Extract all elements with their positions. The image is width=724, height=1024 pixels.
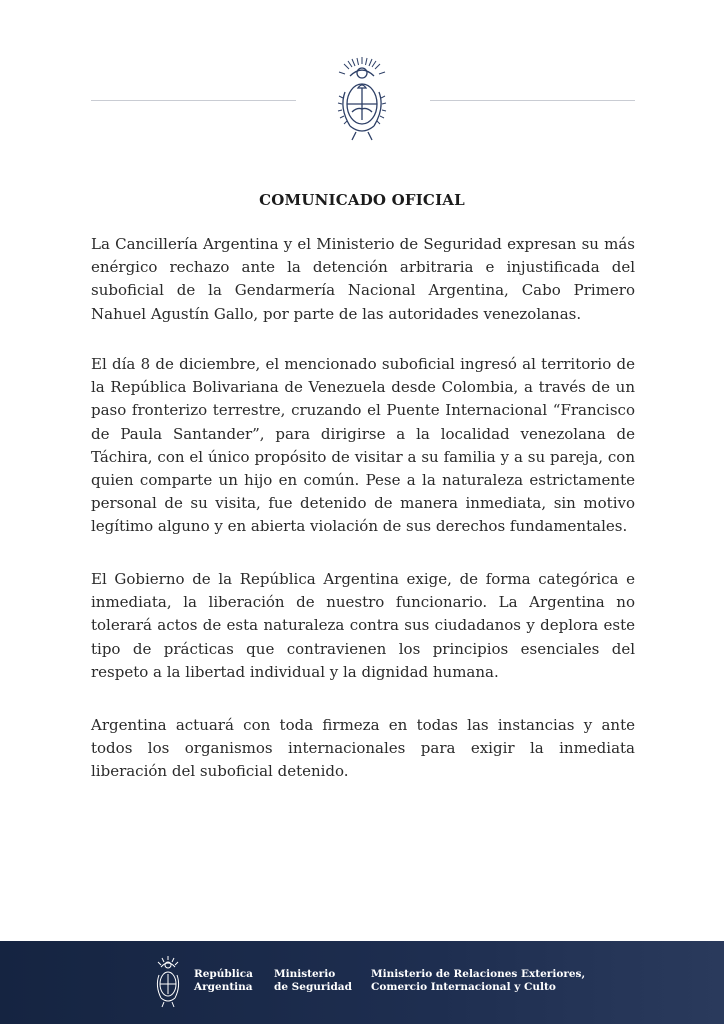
footer-ministerio-relaciones-exteriores <box>371 968 585 994</box>
paragraph-3: El Gobierno de la República Argentina exige, de forma categórica e inmediata, la liberación de nuestro funcionario. La Argentina no tolerará actos de esta naturaleza contra sus ciudadanos y deplora este tipo de prácticas que contravienen los principios esenciales del respeto a la libertad individual y la dignidad humana. <box>91 570 635 681</box>
footer-band <box>0 941 724 1024</box>
paragraph-1: La Cancillería Argentina y el Ministerio de Seguridad expresan su más enérgico rechazo ante la detención arbitraria e injustificada del suboficial de la Gendarmería Nacional Argentina, Cabo Primero Nahuel Agustín Gallo, por parte de las autoridades venezolanas. <box>91 235 635 323</box>
footer-coat-of-arms-icon <box>153 955 183 1009</box>
footer-republica-line2: Argentina <box>194 981 253 993</box>
coat-of-arms-icon <box>330 54 394 146</box>
footer-relaciones-line1: Ministerio de Relaciones Exteriores, <box>371 968 586 980</box>
letterhead <box>0 0 724 160</box>
paragraph-2: El día 8 de diciembre, el mencionado suboficial ingresó al territorio de la República Bolivariana de Venezuela desde Colombia, a través de un paso fronterizo terrestre, cruzando el Puente Internacional “Francisco de Paula Santander”, para dirigirse a la localidad venezolana de Táchira, con el único propósito de visitar a su familia y a su pareja, con quien comparte un hijo en común. Pese a la naturaleza estrictamente personal de su visita, fue detenido de manera inmediata, sin motivo legítimo alguno y en abierta violación de sus derechos fundamentales. <box>91 355 635 536</box>
footer-ministerio-line1: Ministerio <box>274 968 336 980</box>
footer-ministerio-seguridad <box>274 968 352 994</box>
footer-ministerio-line2: de Seguridad <box>274 981 352 993</box>
footer-republica-line1: República <box>194 968 253 980</box>
footer-relaciones-line2: Comercio Internacional y Culto <box>371 981 556 993</box>
paragraph-4: Argentina actuará con toda firmeza en todas las instancias y ante todos los organismos internacionales para exigir la inmediata liberación del suboficial detenido. <box>91 716 635 781</box>
header-rule-left <box>91 100 296 101</box>
footer-republica-argentina <box>194 968 253 994</box>
document-title: COMUNICADO OFICIAL <box>259 191 465 209</box>
header-rule-right <box>430 100 635 101</box>
